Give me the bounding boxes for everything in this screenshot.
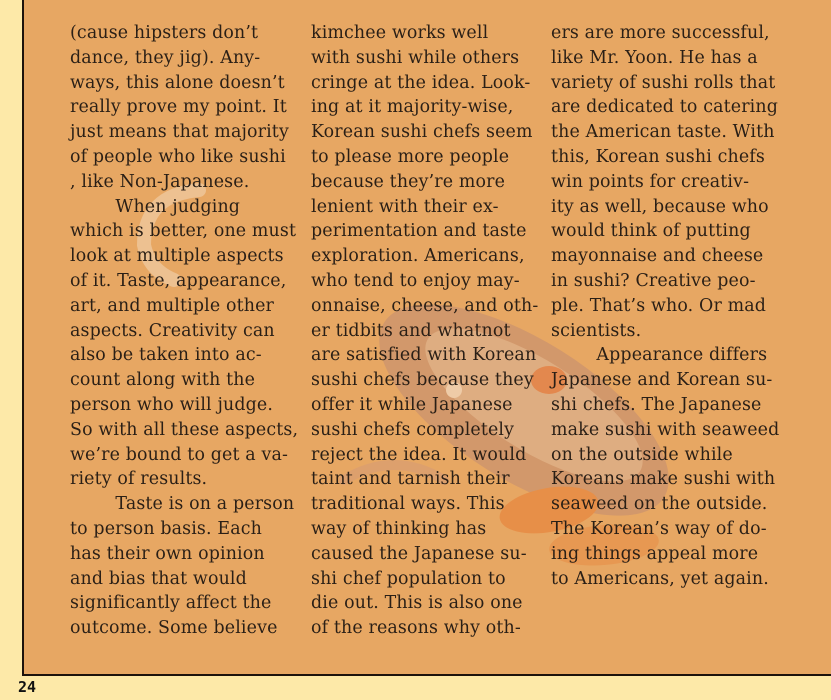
text-line: are satisfied with Korean — [311, 345, 537, 366]
text-line: ity as well, because who — [551, 196, 769, 217]
text-line: would think of putting — [551, 221, 751, 242]
text-line: make sushi with seaweed — [551, 419, 780, 440]
text-line: So with all these aspects, — [70, 419, 299, 440]
text-line: seaweed on the outside. — [551, 494, 768, 515]
text-line: taint and tarnish their — [311, 469, 510, 490]
text-line: and bias that would — [70, 568, 247, 589]
text-line: die out. This is also one — [311, 593, 523, 614]
text-line: are dedicated to catering — [551, 97, 779, 118]
text-line: Koreans make sushi with — [551, 469, 776, 490]
text-line: this, Korean sushi chefs — [551, 146, 765, 167]
text-line: When judging — [70, 196, 241, 217]
article-column-1 — [70, 21, 298, 641]
text-line: look at multiple aspects — [70, 246, 284, 267]
text-line: scientists. — [551, 320, 642, 341]
text-line: onnaise, cheese, and oth- — [311, 295, 539, 316]
text-line: ing things appeal more — [551, 543, 759, 564]
text-line: ple. That’s who. Or mad — [551, 295, 767, 316]
text-line: we’re bound to get a va- — [70, 444, 288, 465]
text-line: riety of results. — [70, 469, 208, 490]
text-line: shi chefs. The Japanese — [551, 394, 762, 415]
text-line: offer it while Japanese — [311, 394, 513, 415]
text-line: Korean sushi chefs seem — [311, 122, 533, 143]
text-line: of it. Taste, appearance, — [70, 270, 287, 291]
text-line: art, and multiple other — [70, 295, 274, 316]
text-line: in sushi? Creative peo- — [551, 270, 756, 291]
text-line: which is better, one must — [70, 221, 297, 242]
text-line: also be taken into ac- — [70, 345, 262, 366]
text-line: to please more people — [311, 146, 510, 167]
text-line: shi chef population to — [311, 568, 506, 589]
text-line: just means that majority — [70, 122, 289, 143]
text-line: exploration. Americans, — [311, 246, 525, 267]
text-line: the American taste. With — [551, 122, 775, 143]
text-line: with sushi while others — [311, 47, 520, 68]
text-line: sushi chefs completely — [311, 419, 515, 440]
text-line: mayonnaise and cheese — [551, 246, 764, 267]
text-line: aspects. Creativity can — [70, 320, 275, 341]
text-line: ers are more successful, — [551, 23, 770, 43]
text-line: has their own opinion — [70, 543, 265, 564]
text-line: way of thinking has — [311, 518, 487, 539]
text-line: The Korean’s way of do- — [551, 518, 767, 539]
text-line: sushi chefs because they — [311, 370, 534, 391]
text-line: ways, this alone doesn’t — [70, 72, 285, 93]
text-line: perimentation and taste — [311, 221, 527, 242]
text-line: of people who like sushi — [70, 146, 286, 167]
text-line: who tend to enjoy may- — [311, 270, 520, 291]
text-line: to Americans, yet again. — [551, 568, 769, 589]
article-column-3 — [551, 21, 779, 591]
text-line: like Mr. Yoon. He has a — [551, 47, 758, 68]
text-line: of the reasons why oth- — [311, 618, 521, 639]
text-line: on the outside while — [551, 444, 733, 465]
text-line: significantly affect the — [70, 593, 272, 614]
text-line: Japanese and Korean su- — [551, 370, 773, 391]
text-line: er tidbits and whatnot — [311, 320, 511, 341]
text-line: reject the idea. It would — [311, 444, 527, 465]
text-line: because they’re more — [311, 171, 506, 192]
text-line: ing at it majority-wise, — [311, 97, 514, 118]
text-line: traditional ways. This — [311, 494, 505, 515]
text-line: Taste is on a person — [70, 494, 295, 515]
text-line: caused the Japanese su- — [311, 543, 527, 564]
text-line: (cause hipsters don’t — [70, 23, 259, 43]
text-line: variety of sushi rolls that — [551, 72, 776, 93]
text-line: Appearance differs — [551, 345, 768, 366]
text-line: person who will judge. — [70, 394, 274, 415]
text-line: kimchee works well — [311, 23, 489, 43]
page-number: 24 — [18, 678, 37, 696]
text-line: really prove my point. It — [70, 97, 287, 118]
text-line: win points for creativ- — [551, 171, 750, 192]
text-line: lenient with their ex- — [311, 196, 499, 217]
text-line: count along with the — [70, 370, 256, 391]
article-panel — [22, 0, 831, 676]
text-line: dance, they jig). Any- — [70, 47, 261, 68]
text-line: to person basis. Each — [70, 518, 262, 539]
text-line: cringe at the idea. Look- — [311, 72, 531, 93]
text-line: , like Non-Japanese. — [70, 171, 250, 192]
text-line: outcome. Some believe — [70, 618, 278, 639]
article-column-2 — [311, 21, 538, 641]
